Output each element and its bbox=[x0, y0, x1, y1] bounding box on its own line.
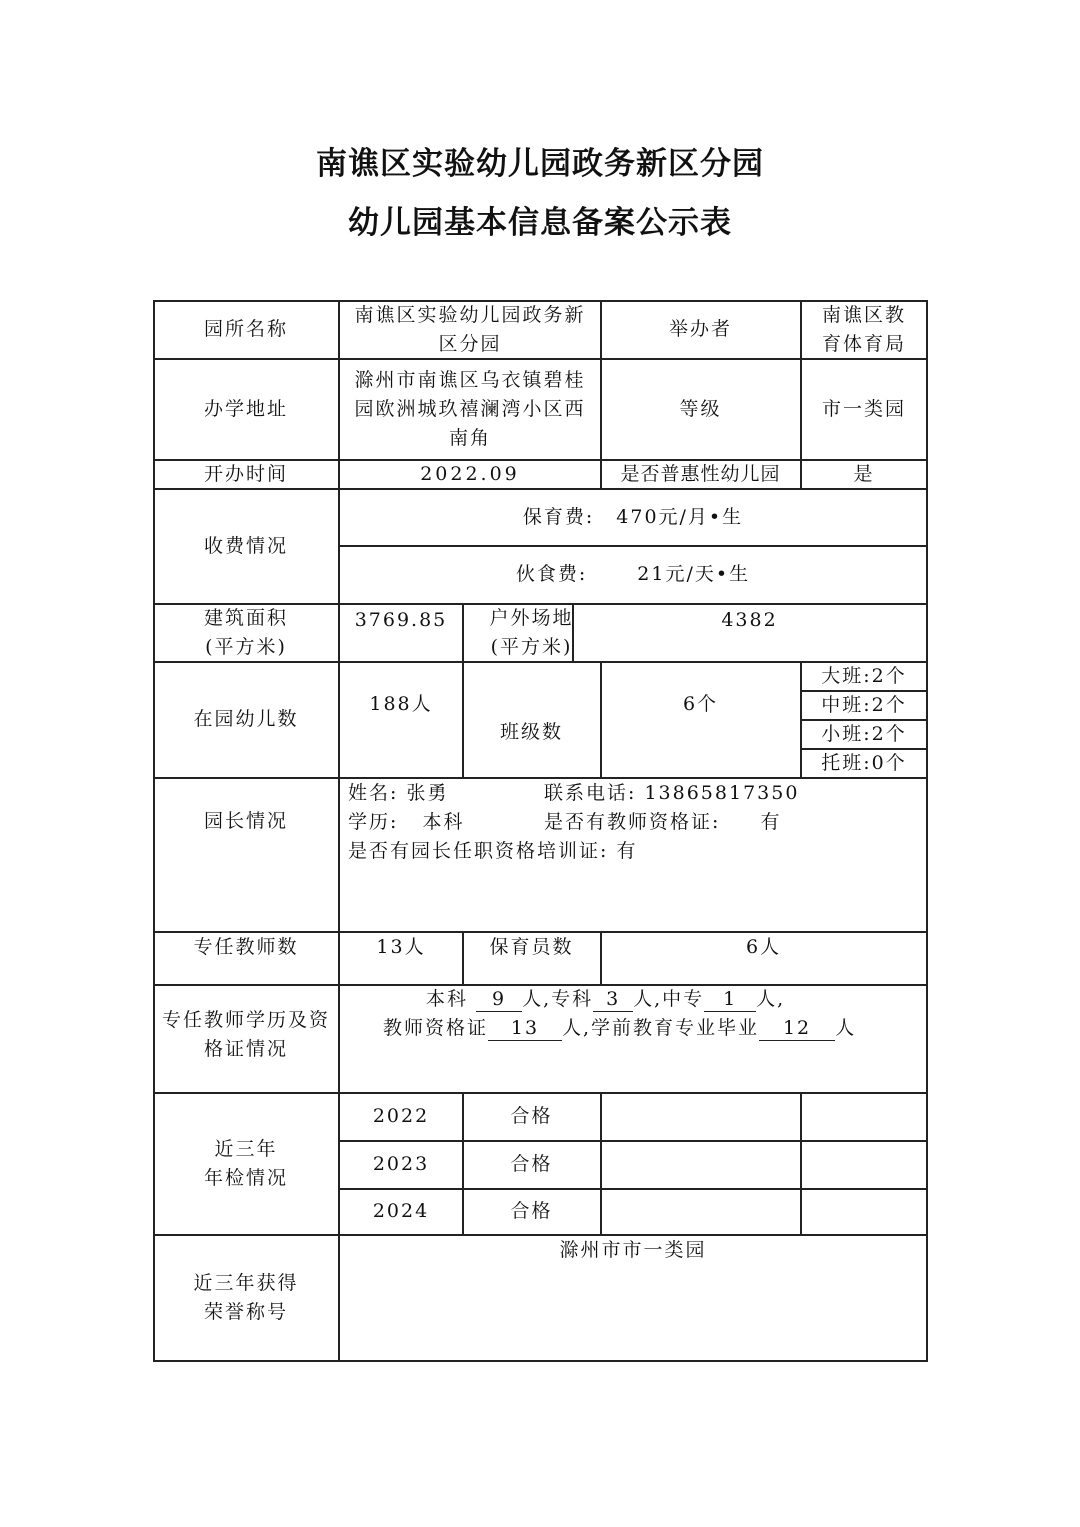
page-subtitle: 幼儿园基本信息备案公示表 bbox=[348, 205, 732, 241]
teacher-cert-label: 是否有教师资格证: bbox=[544, 811, 721, 833]
teacher-cert-value: 有 bbox=[760, 811, 782, 833]
building-area-label bbox=[154, 604, 338, 661]
page-title: 南谯区实验幼儿园政务新区分园 bbox=[316, 146, 764, 182]
cert-label: 教师资格证 bbox=[383, 1017, 489, 1039]
nurses-label: 保育员数 bbox=[489, 936, 574, 958]
bachelor-count: 9 bbox=[476, 987, 522, 1012]
director-training-value: 有 bbox=[616, 840, 638, 862]
director-label: 园长情况 bbox=[203, 809, 288, 832]
honors-label-line1: 近三年获得 bbox=[193, 1271, 299, 1294]
inspection-result-2023: 合格 bbox=[510, 1153, 553, 1175]
class-middle: 中班:2个 bbox=[821, 693, 907, 716]
inspection-year-2022: 2022 bbox=[372, 1105, 430, 1127]
building-area-label-line2: (平方米) bbox=[205, 635, 287, 658]
care-fee-value: 470元/月•生 bbox=[616, 505, 744, 528]
bachelor-label: 本科 bbox=[426, 988, 469, 1010]
inclusive-value: 是 bbox=[853, 462, 875, 485]
grade-value: 市一类园 bbox=[821, 397, 906, 420]
person-label-1: 人, bbox=[756, 988, 786, 1010]
secondary-count: 1 bbox=[704, 987, 756, 1012]
inspection-label bbox=[154, 1093, 338, 1234]
inclusive-label: 是否普惠性幼儿园 bbox=[620, 462, 781, 485]
director-phone-label: 联系电话: bbox=[544, 782, 637, 804]
preschool-label: 人,学前教育专业毕业 bbox=[562, 1017, 760, 1039]
person-label-2: 人 bbox=[835, 1017, 857, 1039]
inspection-year-2024: 2024 bbox=[372, 1200, 430, 1222]
school-name-label: 园所名称 bbox=[203, 318, 288, 340]
meal-fee-label: 伙食费: bbox=[515, 563, 588, 585]
inspection-year-2023: 2023 bbox=[372, 1153, 430, 1175]
care-fee bbox=[340, 489, 926, 545]
classes-value: 6个 bbox=[682, 693, 719, 715]
building-area-label-line1: 建筑面积 bbox=[203, 606, 288, 629]
inspection-label-line2: 年检情况 bbox=[203, 1167, 288, 1189]
classes-label: 班级数 bbox=[499, 721, 563, 743]
teachers-label: 专任教师数 bbox=[193, 936, 299, 958]
honors-label-line2: 荣誉称号 bbox=[203, 1300, 288, 1323]
class-large: 大班:2个 bbox=[821, 664, 907, 687]
director-name: 张勇 bbox=[406, 782, 449, 804]
qualifications-label: 专任教师学历及资格证情况 bbox=[161, 1009, 330, 1060]
outdoor-area-label-line1: 户外场地 bbox=[489, 606, 574, 629]
director-education: 本科 bbox=[422, 811, 465, 833]
class-small: 小班:2个 bbox=[821, 722, 907, 745]
honors-label bbox=[154, 1235, 338, 1360]
address-value: 滁州市南谯区乌衣镇碧桂园欧洲城玖禧澜湾小区西南角 bbox=[354, 368, 586, 449]
teachers-value: 13人 bbox=[376, 936, 426, 958]
cert-count: 13 bbox=[488, 1016, 562, 1041]
associate-label: 人,专科 bbox=[522, 988, 594, 1010]
secondary-label: 人,中专 bbox=[633, 988, 705, 1010]
address-label: 办学地址 bbox=[203, 397, 288, 420]
associate-count: 3 bbox=[593, 987, 633, 1012]
open-date-value: 2022.09 bbox=[420, 462, 520, 485]
outdoor-area-value: 4382 bbox=[721, 609, 778, 631]
honors-value: 滁州市市一类园 bbox=[559, 1239, 707, 1261]
outdoor-area-label-line2: (平方米) bbox=[490, 635, 573, 658]
director-education-label: 学历: bbox=[348, 811, 399, 833]
organizer-value: 南谯区教育体育局 bbox=[821, 303, 906, 355]
qualifications-line2 bbox=[383, 1014, 923, 1044]
inspection-result-2022: 合格 bbox=[510, 1105, 553, 1127]
school-name-value: 南谯区实验幼儿园政务新区分园 bbox=[354, 303, 586, 355]
meal-fee bbox=[340, 546, 926, 603]
children-count: 188人 bbox=[369, 693, 433, 715]
inspection-label-line1: 近三年 bbox=[214, 1138, 278, 1160]
class-nursery: 托班:0个 bbox=[821, 751, 907, 774]
meal-fee-value: 21元/天•生 bbox=[637, 563, 751, 585]
care-fee-label: 保育费: bbox=[522, 505, 595, 528]
children-label: 在园幼儿数 bbox=[193, 708, 299, 730]
qualifications-line1 bbox=[426, 985, 916, 1015]
director-name-label: 姓名: bbox=[348, 782, 399, 804]
director-info bbox=[348, 779, 923, 929]
inspection-result-2024: 合格 bbox=[510, 1200, 553, 1222]
fees-label: 收费情况 bbox=[203, 534, 288, 557]
director-training-label: 是否有园长任职资格培训证: bbox=[348, 840, 609, 862]
grade-label: 等级 bbox=[679, 397, 722, 420]
director-phone: 13865817350 bbox=[644, 782, 800, 804]
building-area-value: 3769.85 bbox=[354, 609, 448, 631]
nurses-value: 6人 bbox=[745, 936, 782, 958]
open-date-label: 开办时间 bbox=[203, 462, 288, 485]
preschool-count: 12 bbox=[759, 1016, 835, 1041]
organizer-label: 举办者 bbox=[668, 318, 732, 340]
